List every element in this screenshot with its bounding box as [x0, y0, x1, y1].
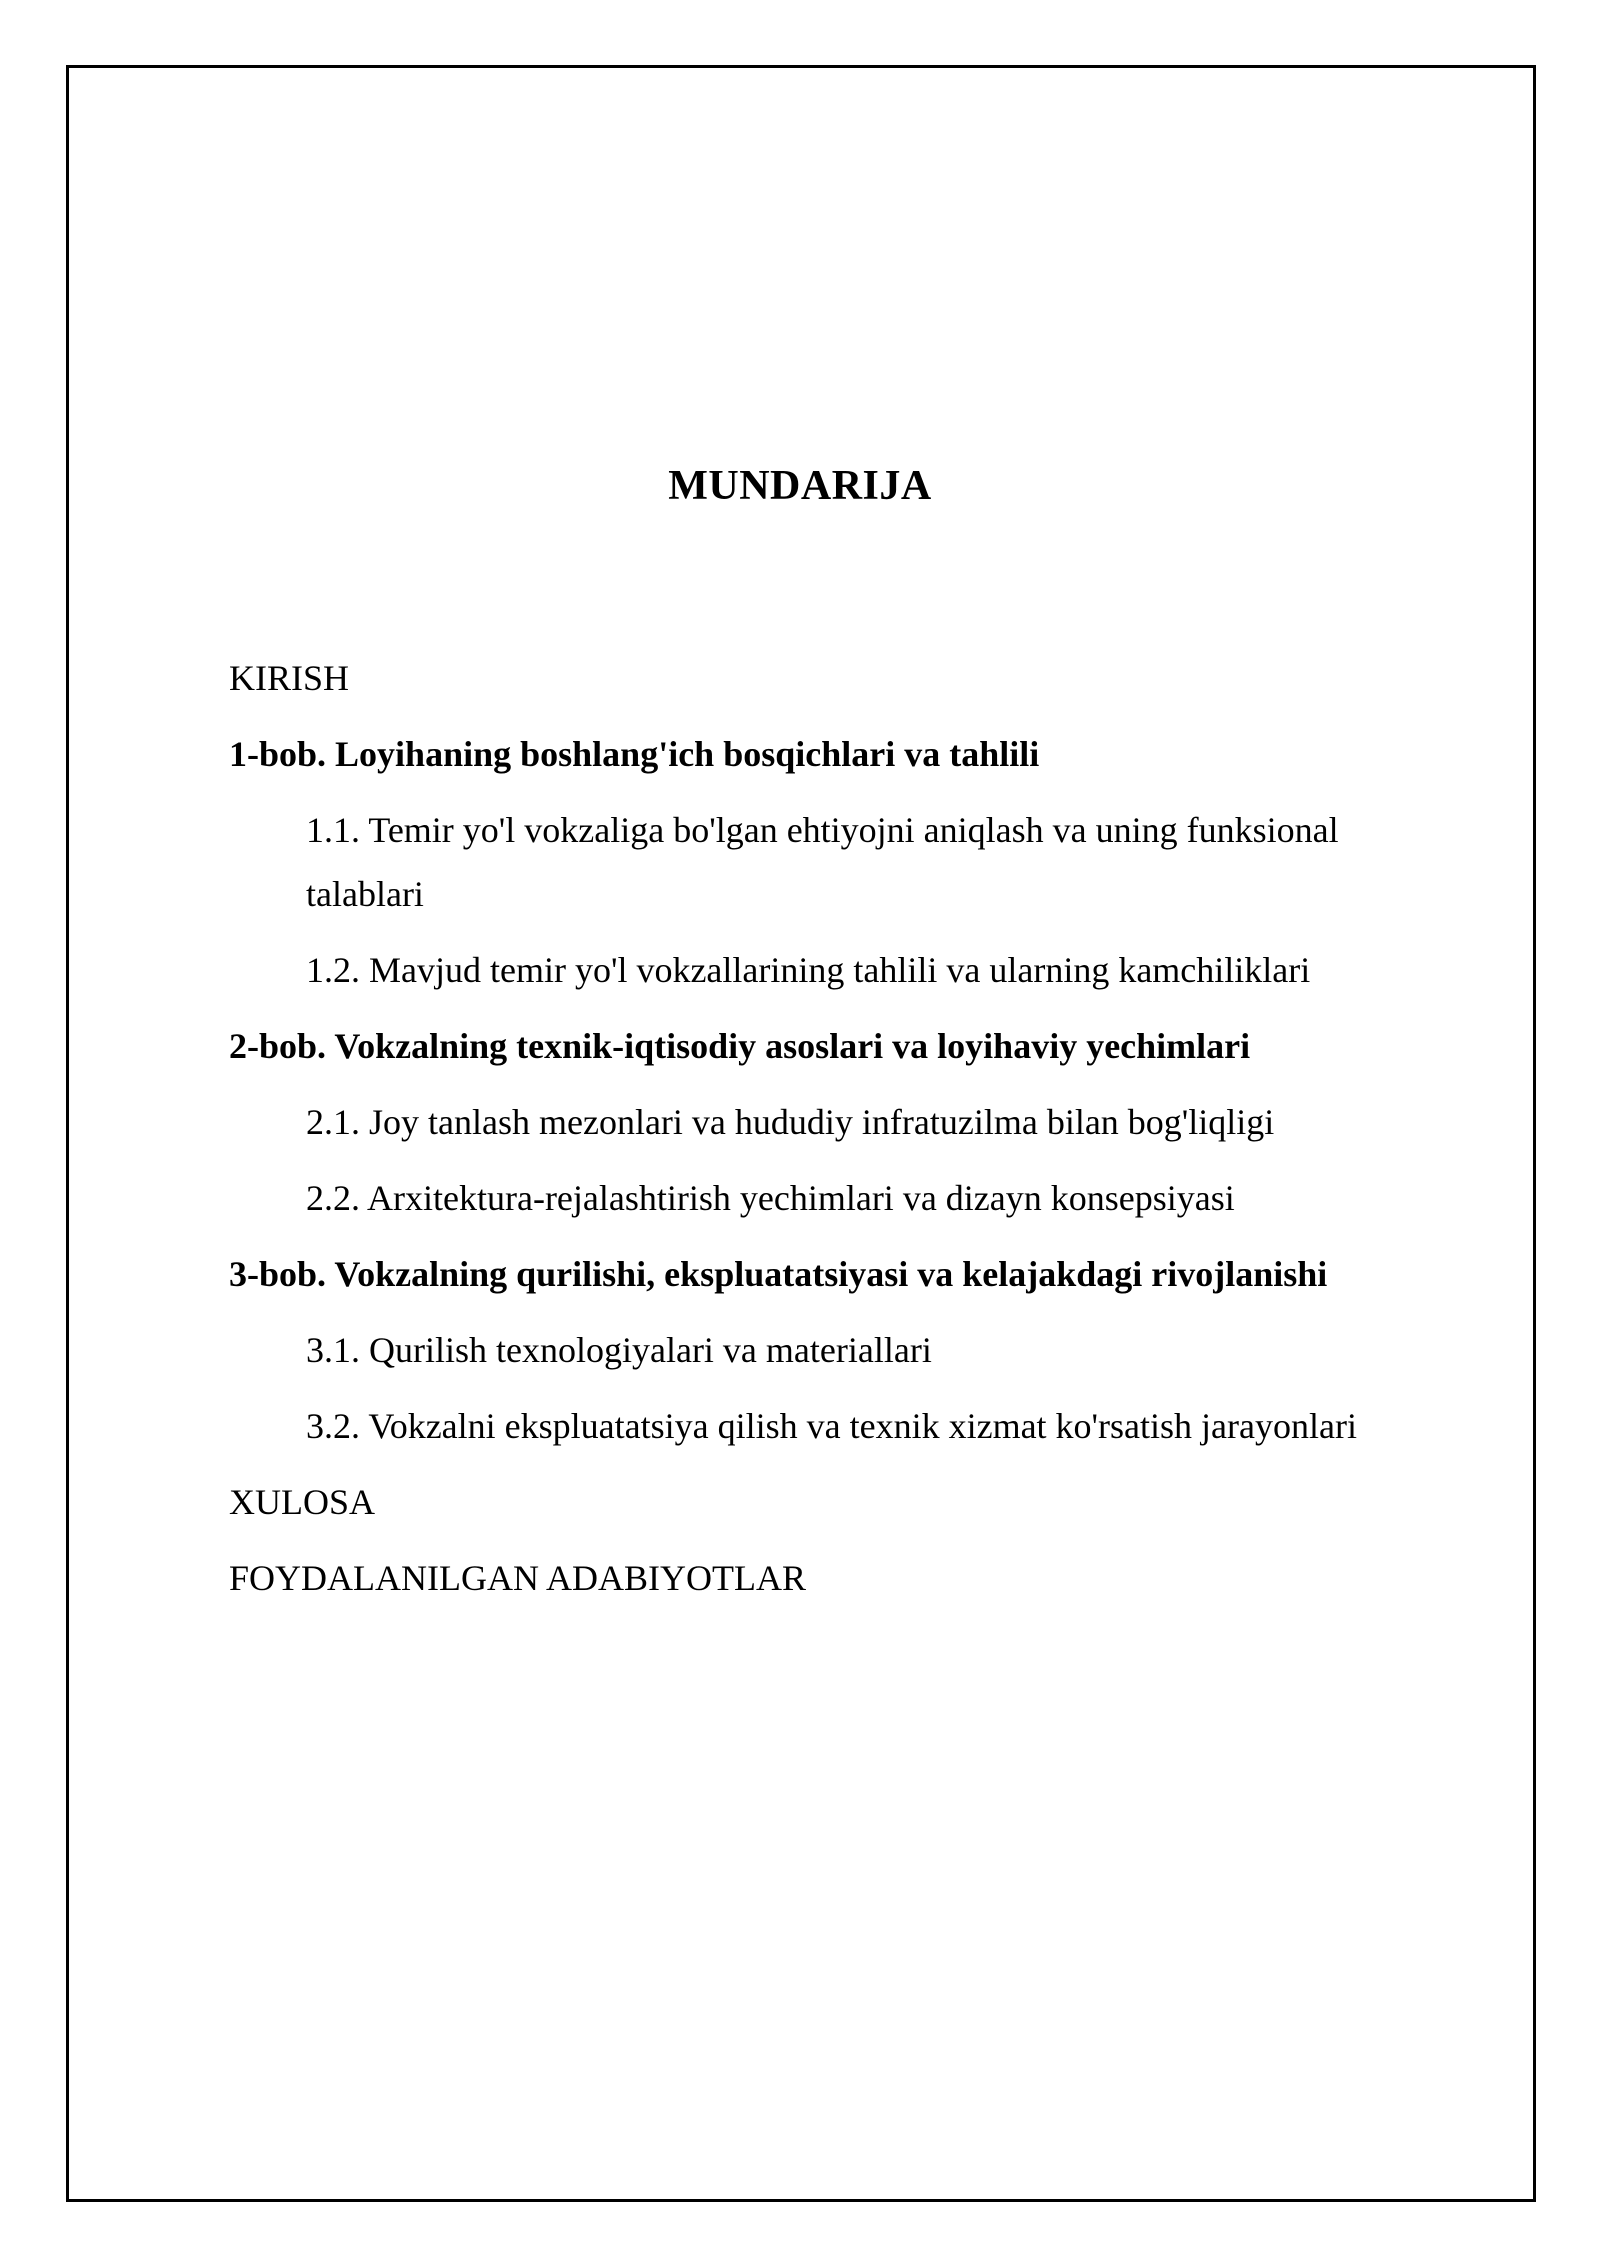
toc-section-2-2: 2.2. Arxitektura-rejalashtirish yechimlari va dizayn konsepsiyasi [306, 1178, 1235, 1218]
toc-section-1-1: 1.1. Temir yo'l vokzaliga bo'lgan ehtiyojni aniqlash va uning funksional talablari [306, 810, 1339, 914]
toc-chapter-3: 3-bob. Vokzalning qurilishi, ekspluatatsiyasi va kelajakdagi rivojlanishi [229, 1254, 1328, 1294]
toc-chapter-1: 1-bob. Loyihaning boshlang'ich bosqichlari va tahlili [229, 734, 1040, 774]
table-of-contents [229, 640, 1459, 1616]
toc-entry-introduction: KIRISH [229, 658, 350, 698]
toc-entry-references: FOYDALANILGAN ADABIYOTLAR [229, 1558, 806, 1598]
toc-section-3-2: 3.2. Vokzalni ekspluatatsiya qilish va texnik xizmat ko'rsatish jarayonlari [306, 1406, 1357, 1446]
toc-section-2-1: 2.1. Joy tanlash mezonlari va hududiy infratuzilma bilan bog'liqligi [306, 1102, 1275, 1142]
toc-section-1-2: 1.2. Mavjud temir yo'l vokzallarining tahlili va ularning kamchiliklari [306, 950, 1311, 990]
toc-section-3-1: 3.1. Qurilish texnologiyalari va materiallari [306, 1330, 932, 1370]
page-title: MUNDARIJA [668, 463, 932, 509]
toc-entry-conclusion: XULOSA [229, 1482, 376, 1522]
toc-chapter-2: 2-bob. Vokzalning texnik-iqtisodiy asoslari va loyihaviy yechimlari [229, 1026, 1251, 1066]
